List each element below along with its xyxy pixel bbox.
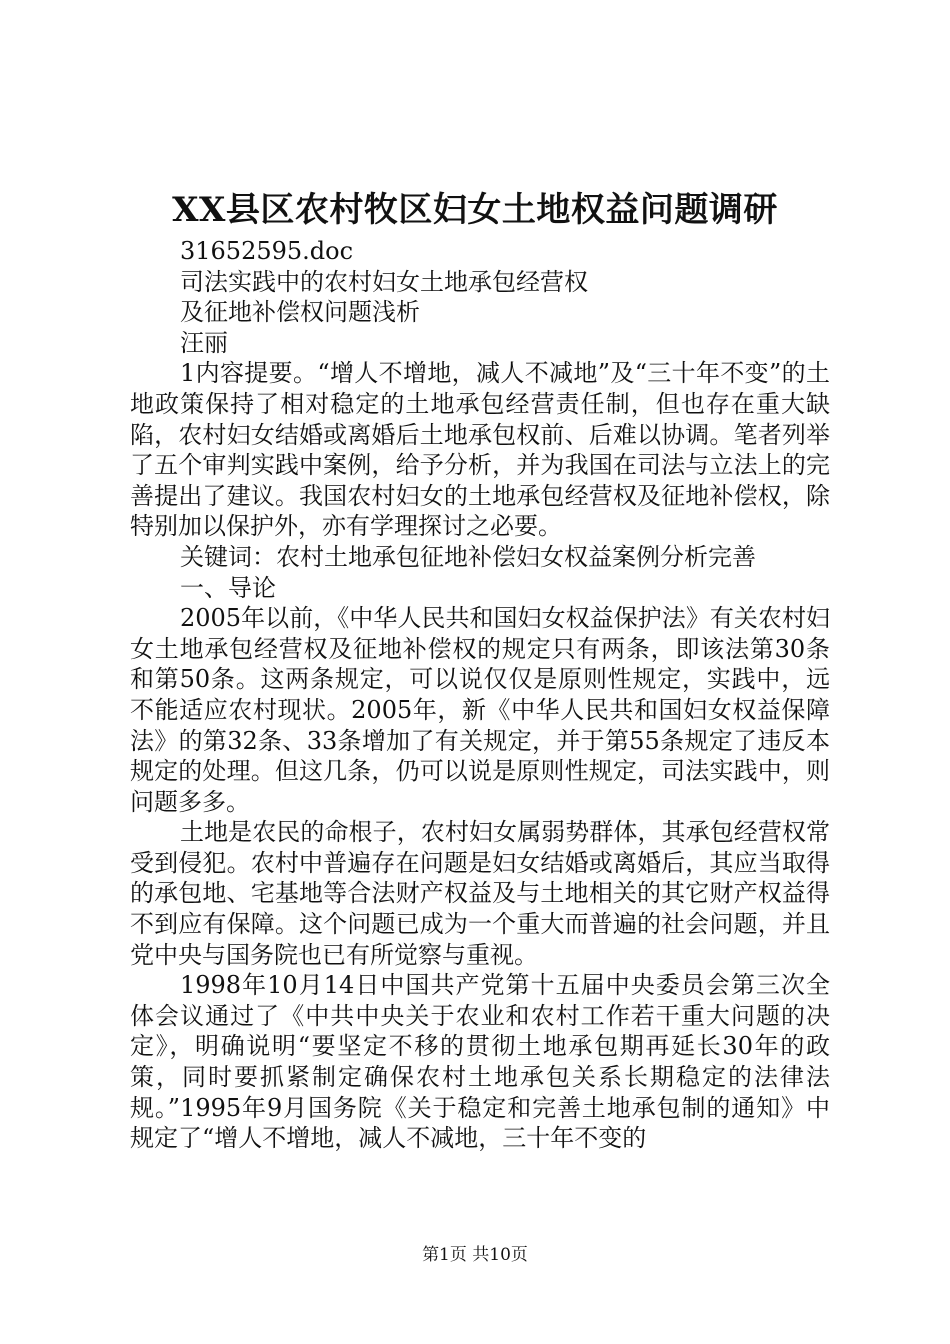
abstract-paragraph: 1内容提要。“增人不增地，减人不减地”及“三十年不变”的土地政策保持了相对稳定的土地承包经营责任制，但也存在重大缺陷，农村妇女结婚或离婚后土地承包权前、后难以协调。笔者列举了五个审判实践中案例，给予分析，并为我国在司法与立法上的完善提出了建议。我国农村妇女的土地承包经营权及征地补偿权，除特别加以保护外，亦有学理探讨之必要。 — [130, 359, 830, 541]
section-heading-introduction: 一、导论 — [180, 573, 276, 602]
keywords-paragraph: 关键词：农村土地承包征地补偿妇女权益案例分析完善 — [180, 542, 756, 571]
subtitle-line-2: 及征地补偿权问题浅析 — [180, 298, 420, 327]
document-title: XX县区农村牧区妇女土地权益问题调研 — [172, 190, 778, 230]
document-body — [130, 236, 830, 1154]
filename-line: 31652595.doc — [180, 237, 354, 265]
body-paragraph: 土地是农民的命根子，农村妇女属弱势群体，其承包经营权常受到侵犯。农村中普遍存在问题是妇女结婚或离婚后，其应当取得的承包地、宅基地等合法财产权益及与土地相关的其它财产权益得不到应有保障。这个问题已成为一个重大而普遍的社会问题，并且党中央与国务院也已有所觉察与重视。 — [130, 818, 830, 969]
page-footer — [0, 1243, 950, 1267]
author-line: 汪丽 — [180, 328, 228, 357]
body-paragraph: 1998年10月14日中国共产党第十五届中央委员会第三次全体会议通过了《中共中央关于农业和农村工作若干重大问题的决定》，明确说明“要坚定不移的贯彻土地承包期再延长30年的政策，同时要抓紧制定确保农村土地承包关系长期稳定的法律法规。”1995年9月国务院《关于稳定和完善土地承包制的通知》中规定了“增人不增地，减人不减地，三十年不变的 — [130, 971, 830, 1153]
body-paragraph: 2005年以前，《中华人民共和国妇女权益保护法》有关农村妇女土地承包经营权及征地补偿权的规定只有两条，即该法第30条和第50条。这两条规定，可以说仅仅是原则性规定，实践中，远不能适应农村现状。2005年，新《中华人民共和国妇女权益保障法》的第32条、33条增加了有关规定，并于第55条规定了违反本规定的处理。但这几条，仍可以说是原则性规定，司法实践中，则问题多多。 — [130, 604, 830, 816]
subtitle-line-1: 司法实践中的农村妇女土地承包经营权 — [180, 267, 588, 296]
page-number-label: 第1页 共10页 — [422, 1245, 528, 1265]
